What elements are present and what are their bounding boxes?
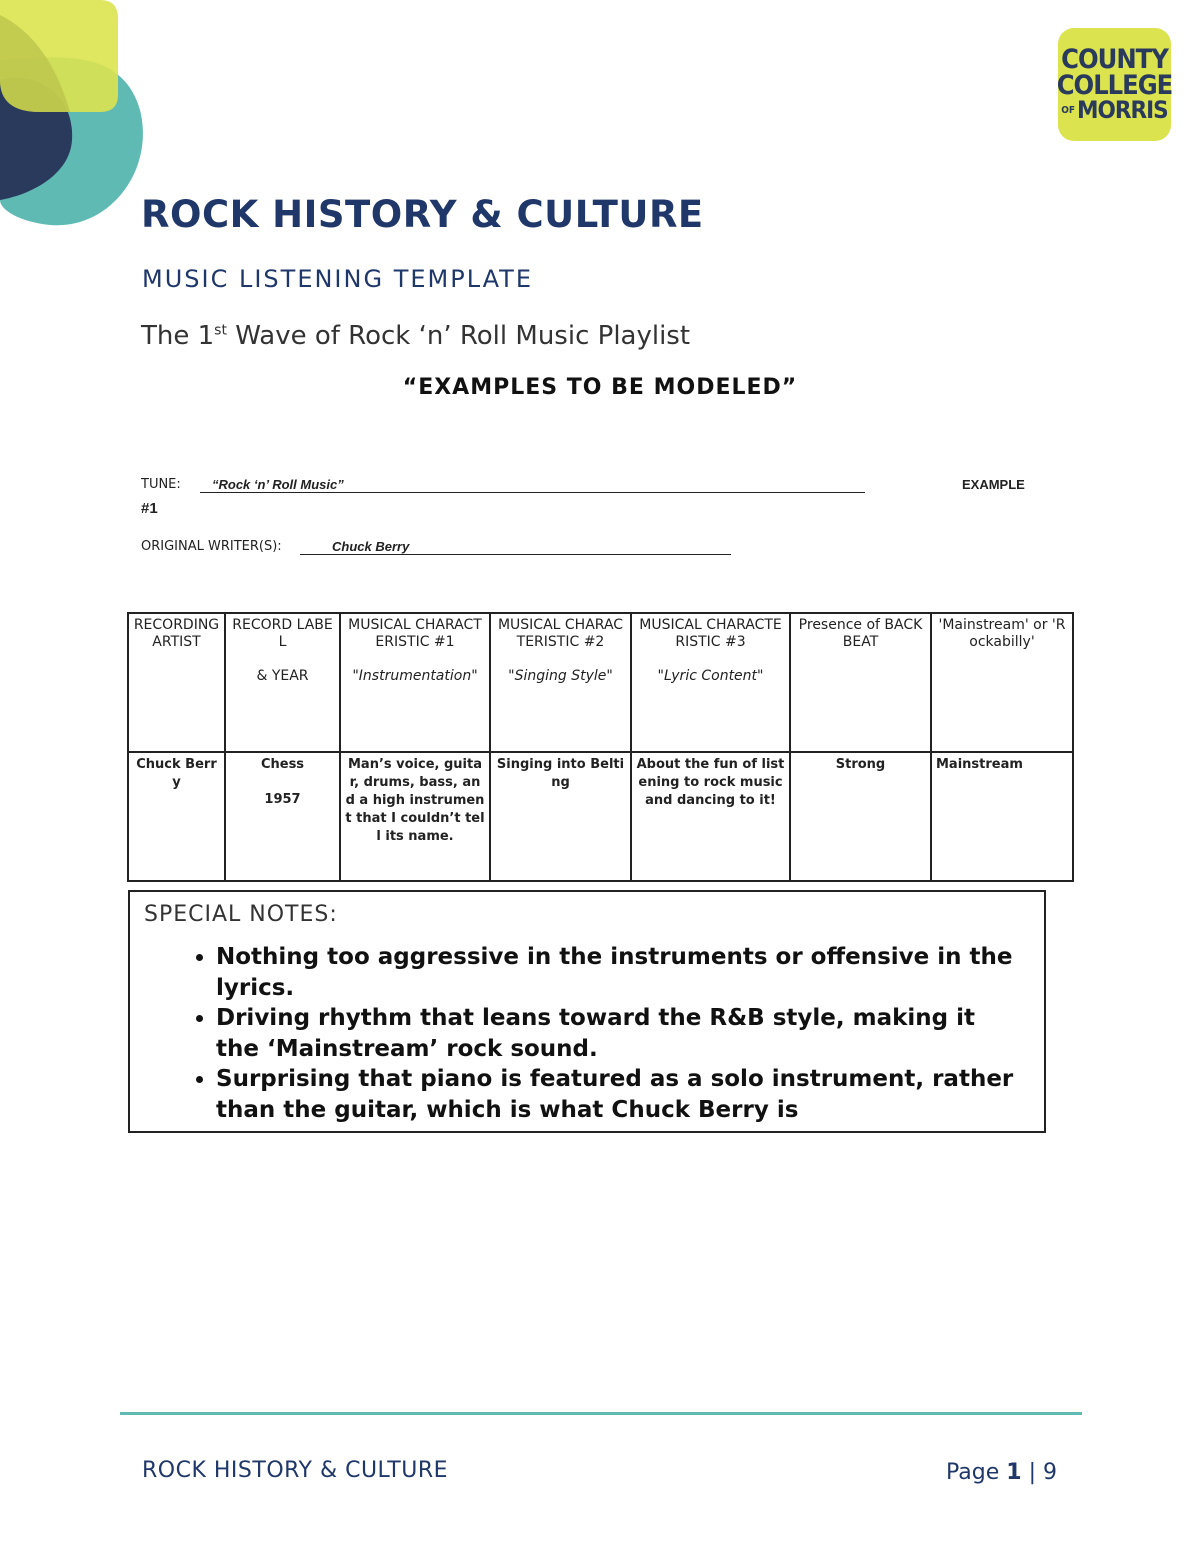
writer-value: Chuck Berry: [332, 539, 410, 554]
list-item: • Surprising that piano is featured as a solo instrument, rather than the guitar, which is what Chuck Berry is: [216, 1064, 1016, 1125]
listening-table: [127, 612, 1074, 882]
header-style-text: 'Mainstream' or 'Rockabilly': [938, 617, 1066, 650]
cell-label: [225, 752, 340, 881]
header-style: [931, 613, 1073, 752]
page-current: 1: [1006, 1460, 1022, 1485]
example-number: #1: [141, 500, 158, 517]
logo-line-1: COUNTY: [1061, 44, 1168, 76]
playlist-title-post: Wave of Rock ‘n’ Roll Music Playlist: [226, 321, 691, 351]
header-mc1-sub: "Instrumentation": [352, 668, 478, 684]
list-item: • Nothing too aggressive in the instruments or offensive in the lyrics.: [216, 942, 1016, 1003]
cell-year-text: 1957: [264, 792, 301, 807]
college-logo: [1058, 28, 1171, 141]
cell-backbeat: Strong: [790, 752, 931, 881]
header-mc3-sub: "Lyric Content": [657, 668, 764, 684]
footer-title: ROCK HISTORY & CULTURE: [142, 1458, 449, 1483]
header-label: [225, 613, 340, 752]
header-artist-text: RECORDING ARTIST: [133, 617, 220, 650]
header-characteristic-3: [631, 613, 790, 752]
page-subtitle: MUSIC LISTENING TEMPLATE: [142, 265, 533, 293]
list-item: • Driving rhythm that leans toward the R&B style, making it the ‘Mainstream’ rock sound.: [216, 1003, 1016, 1064]
logo-line-3: [1061, 95, 1168, 124]
corner-decoration: [0, 0, 150, 235]
example-label: EXAMPLE: [962, 477, 1025, 492]
header-backbeat-text: Presence of BACKBEAT: [798, 617, 923, 650]
header-mc3-text: MUSICAL CHARACTERISTIC #3: [639, 617, 782, 650]
header-year-text: & YEAR: [256, 668, 309, 684]
playlist-title: [141, 321, 690, 351]
cell-label-text: Chess: [260, 757, 305, 772]
header-artist: [128, 613, 225, 752]
cell-singing: Singing into Belting: [490, 752, 631, 881]
special-notes-list: [180, 942, 1016, 1125]
header-backbeat: [790, 613, 931, 752]
table-header-row: [128, 613, 1073, 752]
page-label: Page: [946, 1460, 1007, 1485]
special-notes-box: [128, 890, 1046, 1133]
playlist-title-pre: The 1: [141, 321, 215, 351]
tune-label: TUNE:: [141, 477, 181, 492]
cell-artist: Chuck Berry: [128, 752, 225, 881]
playlist-title-sup: st: [214, 322, 227, 339]
cell-style: Mainstream: [931, 752, 1073, 881]
cell-lyrics: About the fun of listening to rock music and dancing to it!: [631, 752, 790, 881]
page-number: [946, 1460, 1057, 1485]
header-characteristic-1: [340, 613, 490, 752]
special-notes-title: SPECIAL NOTES:: [144, 902, 338, 927]
footer-divider: [120, 1412, 1082, 1415]
logo-morris: MORRIS: [1077, 95, 1168, 124]
header-characteristic-2: [490, 613, 631, 752]
header-label-text: RECORD LABEL: [232, 617, 333, 650]
header-mc1-text: MUSICAL CHARACTERISTIC #1: [348, 617, 482, 650]
logo-line-2: COLLEGE: [1056, 70, 1173, 102]
header-mc2-text: MUSICAL CHARACTERISTIC #2: [497, 617, 624, 650]
logo-of: OF: [1061, 104, 1076, 116]
header-mc2-sub: "Singing Style": [508, 668, 613, 684]
writer-underline: [300, 554, 731, 555]
tune-value: “Rock ‘n’ Roll Music”: [212, 477, 344, 492]
tune-underline: [200, 492, 865, 493]
page-total: 9: [1042, 1460, 1057, 1485]
cell-instrumentation: Man’s voice, guitar, drums, bass, and a high instrument that I couldn’t tell its name.: [340, 752, 490, 881]
writer-label: ORIGINAL WRITER(S):: [141, 539, 282, 554]
page-title: ROCK HISTORY & CULTURE: [141, 193, 704, 236]
examples-heading: “EXAMPLES TO BE MODELED”: [402, 375, 798, 400]
table-row: [128, 752, 1073, 881]
page-separator: |: [1021, 1460, 1043, 1485]
